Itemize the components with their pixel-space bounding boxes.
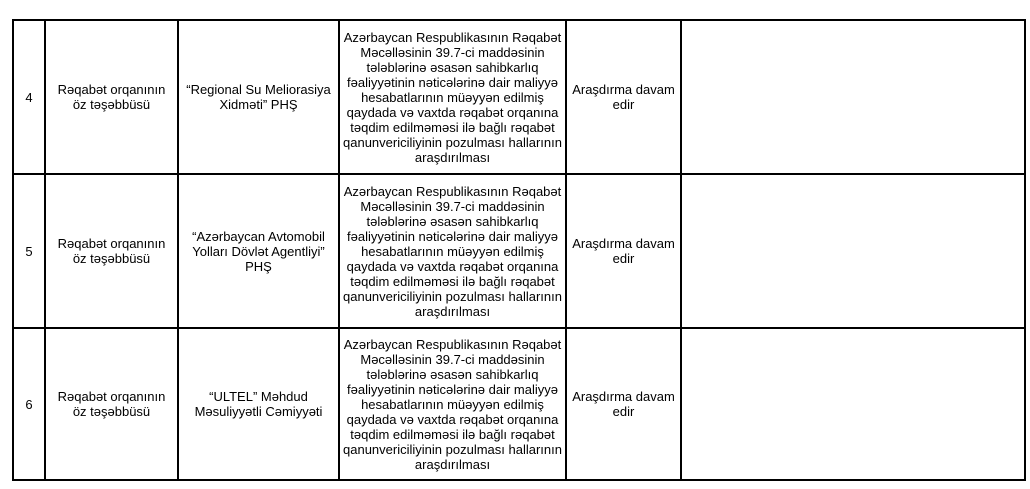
notes-cell xyxy=(681,328,1025,480)
row-number-cell: 4 xyxy=(13,20,45,174)
initiator-cell: Rəqabət orqanının öz təşəbbüsü xyxy=(45,328,178,480)
entity-cell: “Regional Su Meliorasiya Xidməti” PHŞ xyxy=(178,20,339,174)
table-row xyxy=(13,174,1025,328)
subject-cell: Azərbaycan Respublikasının Rəqabət Məcəlləsinin 39.7-ci maddəsinin tələblərinə əsasən sahibkarlıq fəaliyyətinin nəticələrinə dair maliyyə hesabatlarının müəyyən edilmiş qaydada və vaxtda rəqabət orqanına təqdim edilməməsi ilə bağlı rəqabət qanunvericiliyinin pozulması hallarının araşdırılması xyxy=(339,328,566,480)
entity-cell: “Azərbaycan Avtomobil Yolları Dövlət Agentliyi” PHŞ xyxy=(178,174,339,328)
subject-cell: Azərbaycan Respublikasının Rəqabət Məcəlləsinin 39.7-ci maddəsinin tələblərinə əsasən sahibkarlıq fəaliyyətinin nəticələrinə dair maliyyə hesabatlarının müəyyən edilmiş qaydada və vaxtda rəqabət orqanına təqdim edilməməsi ilə bağlı rəqabət qanunvericiliyinin pozulması hallarının araşdırılması xyxy=(339,20,566,174)
subject-cell: Azərbaycan Respublikasının Rəqabət Məcəlləsinin 39.7-ci maddəsinin tələblərinə əsasən sahibkarlıq fəaliyyətinin nəticələrinə dair maliyyə hesabatlarının müəyyən edilmiş qaydada və vaxtda rəqabət orqanına təqdim edilməməsi ilə bağlı rəqabət qanunvericiliyinin pozulması hallarının araşdırılması xyxy=(339,174,566,328)
notes-cell xyxy=(681,174,1025,328)
status-cell: Araşdırma davam edir xyxy=(566,174,681,328)
table-row xyxy=(13,20,1025,174)
row-number-cell: 5 xyxy=(13,174,45,328)
initiator-cell: Rəqabət orqanının öz təşəbbüsü xyxy=(45,20,178,174)
status-cell: Araşdırma davam edir xyxy=(566,20,681,174)
investigations-table xyxy=(12,19,1026,481)
entity-cell: “ULTEL” Məhdud Məsuliyyətli Cəmiyyəti xyxy=(178,328,339,480)
notes-cell xyxy=(681,20,1025,174)
initiator-cell: Rəqabət orqanının öz təşəbbüsü xyxy=(45,174,178,328)
status-cell: Araşdırma davam edir xyxy=(566,328,681,480)
row-number-cell: 6 xyxy=(13,328,45,480)
table-row xyxy=(13,328,1025,480)
